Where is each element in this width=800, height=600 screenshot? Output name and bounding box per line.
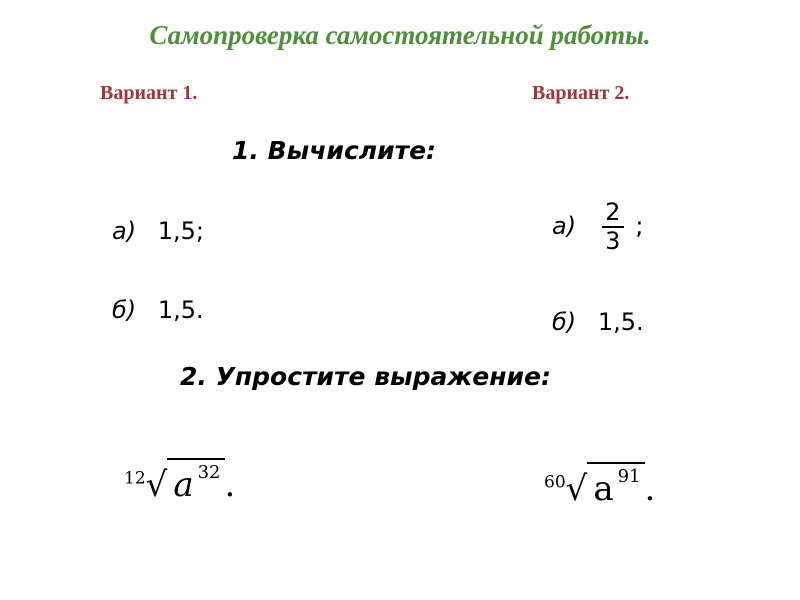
variant-2-heading: Вариант 2.	[532, 82, 630, 104]
v2-answer-b-label: б)	[552, 308, 577, 336]
v2-answer-a-suffix: ;	[635, 212, 644, 241]
v1-answer-a	[112, 217, 204, 245]
v1-answer-a-label: а)	[112, 217, 137, 245]
radicand-base: a	[173, 465, 194, 505]
v1-answer-b	[112, 296, 204, 324]
fraction-denominator: 3	[605, 227, 621, 256]
fraction-numerator: 2	[605, 198, 621, 226]
radicand-exponent: 91	[617, 466, 641, 487]
v1-radical-expression	[124, 458, 235, 505]
task-1-heading: 1. Вычислите:	[232, 136, 437, 165]
v2-answer-a-label: а)	[552, 212, 577, 241]
radicand-base: a	[593, 469, 614, 509]
v2-answer-a	[552, 200, 643, 254]
radical-index: 60	[544, 472, 566, 493]
slide-title: Самопроверка самостоятельной работы.	[149, 20, 651, 50]
radical-index: 12	[124, 468, 146, 489]
radical-sign: √	[145, 465, 168, 505]
v1-answer-b-label: б)	[112, 296, 137, 324]
v2-answer-b-value: 1,5.	[597, 308, 644, 336]
radical-suffix: .	[224, 465, 236, 505]
radicand	[167, 458, 224, 505]
radical-suffix: .	[644, 469, 656, 509]
radicand	[587, 462, 644, 509]
v1-answer-b-value: 1,5.	[157, 296, 204, 324]
radicand-exponent: 32	[197, 462, 221, 483]
variant-1-heading: Вариант 1.	[100, 82, 198, 104]
v2-radical-expression	[544, 462, 655, 509]
radical-sign: √	[565, 469, 588, 509]
v1-answer-a-value: 1,5;	[157, 217, 204, 245]
v2-answer-b	[552, 308, 644, 336]
v2-answer-a-fraction	[602, 200, 624, 254]
task-2-heading: 2. Упростите выражение:	[180, 362, 551, 391]
